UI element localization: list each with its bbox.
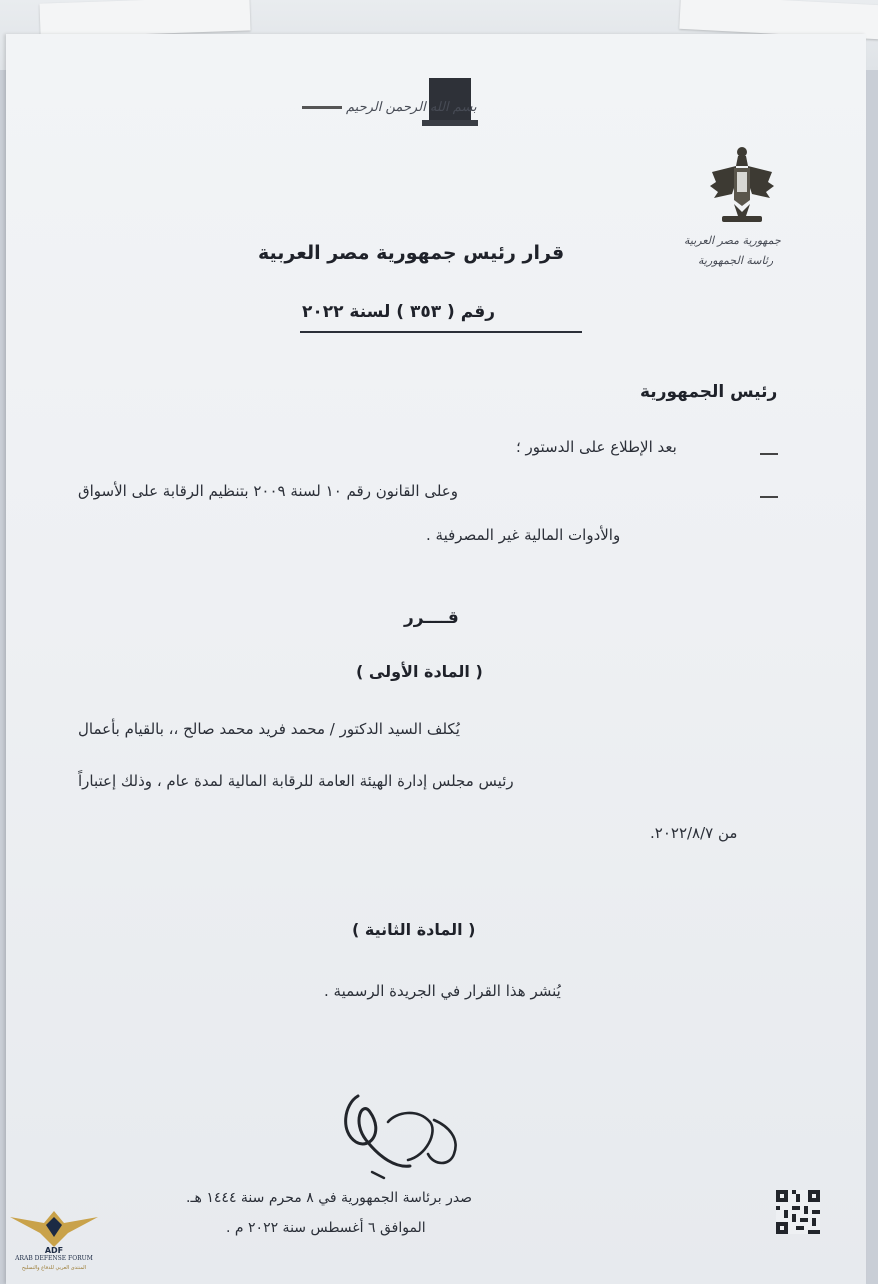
forum-logo bbox=[4, 1203, 104, 1279]
article-1-line-2: رئيس مجلس إدارة الهيئة العامة للرقابة المالية لمدة عام ، وذلك إعتباراً bbox=[78, 772, 514, 790]
sender-presidency: رئاسة الجمهورية bbox=[698, 254, 774, 267]
issuer-heading: رئيس الجمهورية bbox=[640, 382, 778, 402]
preamble-clause-2: وعلى القانون رقم ١٠ لسنة ٢٠٠٩ بتنظيم الرقابة على الأسواق bbox=[78, 482, 458, 500]
decorative-dash bbox=[302, 106, 342, 109]
decree-page bbox=[6, 34, 866, 1284]
emblem-eagle-icon bbox=[706, 142, 778, 228]
preamble-clause-2-cont: والأدوات المالية غير المصرفية . bbox=[426, 526, 621, 544]
issued-date-gregorian: الموافق ٦ أغسطس سنة ٢٠٢٢ م . bbox=[226, 1220, 426, 1236]
preamble-clause-1: بعد الإطلاع على الدستور ؛ bbox=[516, 438, 677, 456]
article-2-line-1: يُنشر هذا القرار في الجريدة الرسمية . bbox=[324, 982, 561, 1000]
title-underline bbox=[300, 331, 582, 333]
issued-date-hijri: صدر برئاسة الجمهورية في ٨ محرم سنة ١٤٤٤ هـ. bbox=[186, 1190, 473, 1206]
article-1-line-1: يُكلف السيد الدكتور / محمد فريد محمد صالح ،، بالقيام بأعمال bbox=[78, 720, 460, 738]
paper-strip bbox=[39, 0, 250, 38]
binder-clip-base bbox=[422, 120, 478, 126]
bullet-dash bbox=[760, 453, 778, 455]
article-2-heading: ( المادة الثانية ) bbox=[352, 920, 476, 939]
decree-number: رقم ( ٣٥٣ ) لسنة ٢٠٢٢ bbox=[302, 302, 495, 322]
decision-word: قــــرر bbox=[404, 608, 459, 628]
bullet-dash bbox=[760, 496, 778, 498]
signature-mark bbox=[326, 1082, 476, 1192]
forum-name-ar: المنتدى العربي للدفاع والتسليح bbox=[21, 1265, 87, 1271]
forum-name-en: ARAB DEFENSE FORUM bbox=[15, 1255, 93, 1262]
decree-title: قرار رئيس جمهورية مصر العربية bbox=[258, 242, 565, 264]
article-1-line-3: من ٢٠٢٢/٨/٧. bbox=[650, 824, 738, 842]
basmala: بسم الله الرحمن الرحيم bbox=[346, 100, 477, 115]
qr-code-icon bbox=[776, 1190, 820, 1234]
sender-country: جمهورية مصر العربية bbox=[684, 234, 781, 247]
forum-logo-icon bbox=[4, 1203, 104, 1255]
svg-text:ADF: ADF bbox=[44, 1246, 64, 1255]
article-1-heading: ( المادة الأولى ) bbox=[356, 662, 483, 681]
